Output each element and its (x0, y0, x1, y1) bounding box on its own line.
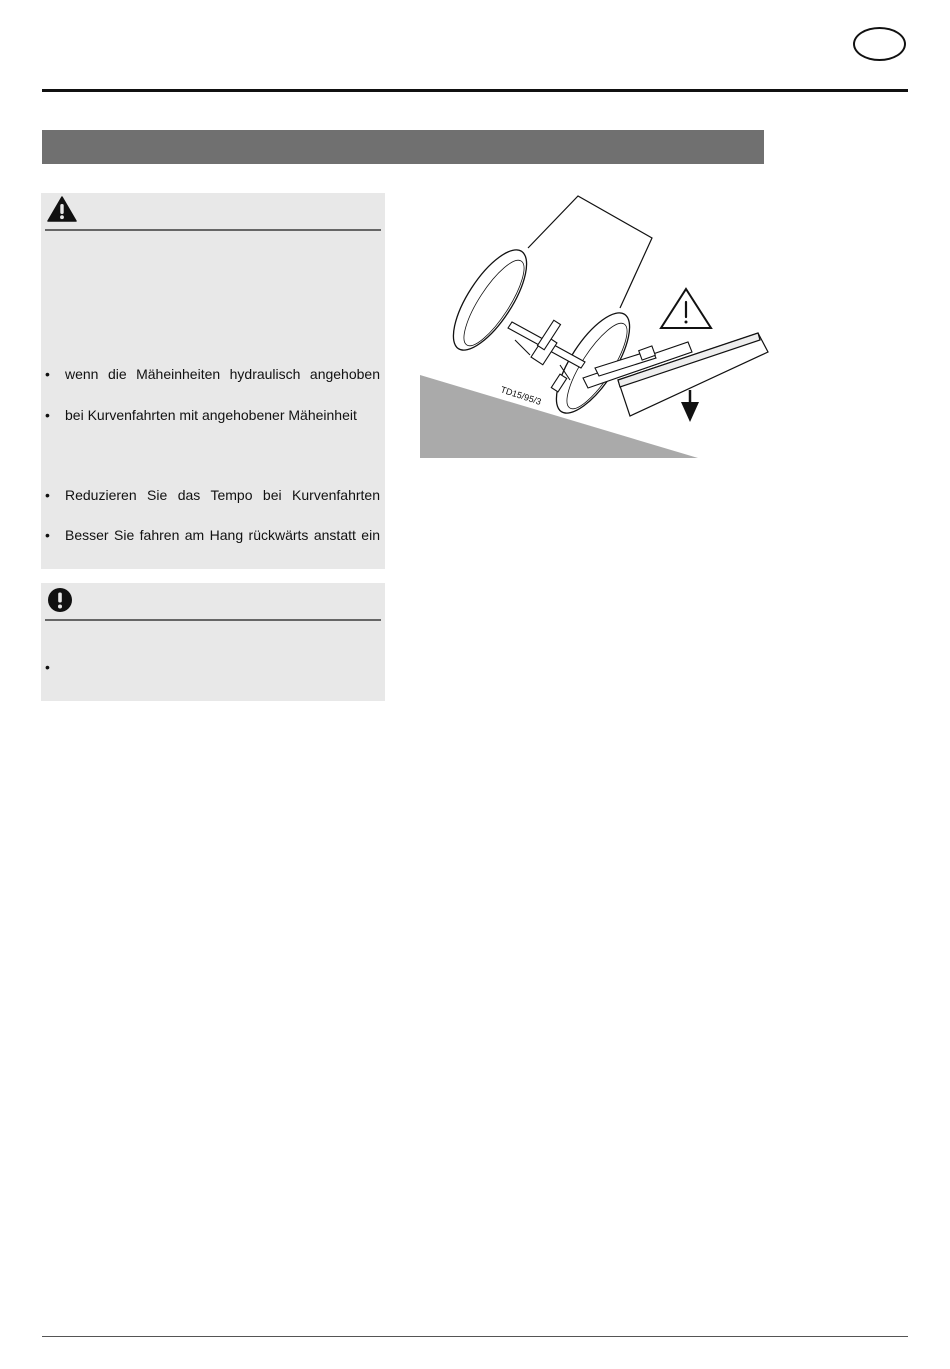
down-arrow-icon (681, 390, 699, 422)
warning-box (41, 193, 385, 569)
bullet-symbol: • (45, 659, 50, 675)
slope-illustration (420, 190, 770, 460)
list-item (45, 659, 380, 675)
bullet-text: Reduzieren Sie das Tempo bei Kurvenfahrten (65, 487, 380, 503)
list-item (45, 487, 380, 503)
bullet-text: bei Kurvenfahrten mit angehobener Mäheinheit (65, 407, 357, 423)
warning-triangle-icon (47, 196, 77, 222)
warning-box-header (45, 193, 381, 231)
tractor-wheel-left (440, 239, 540, 360)
tractor-body (528, 196, 652, 308)
bullet-text: wenn die Mäheinheiten hydraulisch angehoben (65, 366, 380, 382)
list-item (45, 527, 380, 543)
bullet-symbol: • (45, 366, 50, 382)
note-box (41, 583, 385, 701)
language-badge (853, 27, 906, 61)
bullet-text: Besser Sie fahren am Hang rückwärts anstatt ein (65, 527, 380, 543)
bullet-symbol: • (45, 407, 50, 423)
footer-rule (42, 1336, 908, 1337)
hazard-triangle-icon (661, 289, 711, 328)
header-rule (42, 89, 908, 92)
section-title-bar (42, 130, 764, 164)
list-item (45, 366, 380, 382)
note-box-header (45, 583, 381, 621)
list-item (45, 407, 380, 423)
bullet-symbol: • (45, 527, 50, 543)
exclamation-circle-icon (47, 587, 75, 615)
bullet-text (65, 659, 380, 675)
bullet-symbol: • (45, 487, 50, 503)
figure-code: TD15/95/3 (499, 384, 543, 407)
